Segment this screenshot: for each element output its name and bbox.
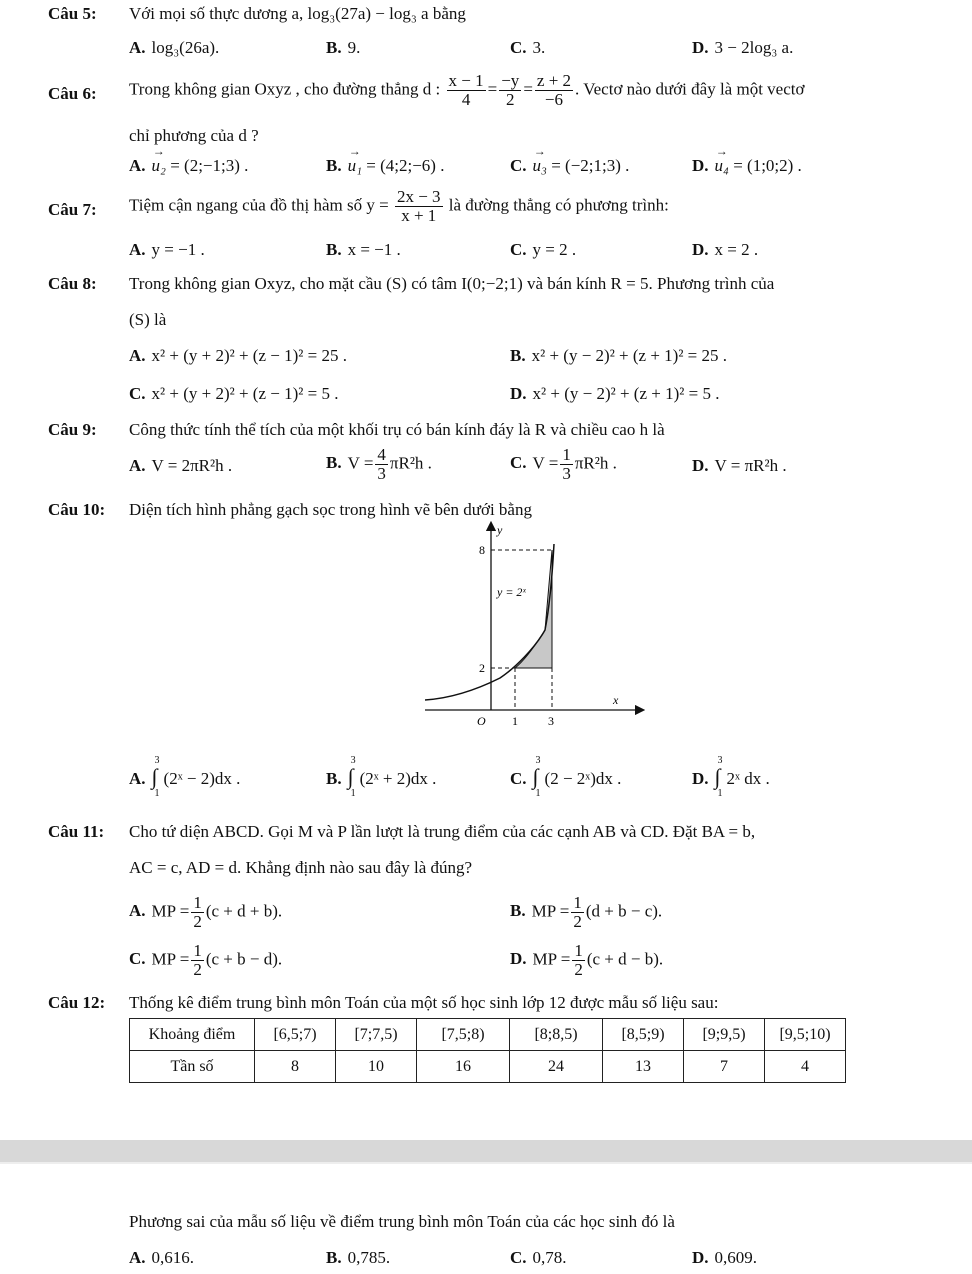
q6-text-before: Trong không gian Oxyz , cho đường thẳng d : bbox=[129, 79, 441, 99]
q7-fraction: $\frac{2x - 3}{x + 1}$ bbox=[396, 187, 441, 225]
q6-text: Trong không gian Oxyz , cho đường thẳng d : $\frac{x - 1}{4}$ = $\frac{-y}{2}$ = $\frac{z + 2}{-6}$ . Vectơ nào dưới đây là một vectơ bbox=[129, 71, 805, 109]
q7-option-d[interactable]: D. x = 2 . bbox=[692, 240, 759, 259]
q7-option-c[interactable]: C. y = 2 . bbox=[510, 240, 577, 259]
q5-text: Với mọi số thực dương a, log₃(27a) − log₃ a bằng bbox=[129, 4, 466, 23]
q8-option-c[interactable]: C. x² + (y + 2)² + (z − 1)² = 5 . bbox=[129, 384, 339, 403]
q9-label: Câu 9: bbox=[48, 420, 97, 439]
vector-u3: → u₃ bbox=[533, 156, 547, 176]
divider bbox=[0, 1162, 972, 1164]
q5-option-b[interactable] bbox=[326, 38, 360, 58]
option-letter: A. bbox=[129, 38, 146, 57]
q11-option-b[interactable]: B. MP = $\frac{1}{2}$ (d + b − c). bbox=[510, 893, 663, 931]
table-cell: [7;7,5) bbox=[336, 1019, 417, 1051]
option-letter: D. bbox=[692, 38, 709, 57]
q5-option-d[interactable] bbox=[692, 38, 793, 58]
q8-text: Trong không gian Oxyz, cho mặt cầu (S) có tâm I(0;−2;1) và bán kính R = 5. Phương trình của bbox=[129, 274, 775, 293]
vector-u4: → u₄ bbox=[715, 156, 729, 176]
table-cell: [6,5;7) bbox=[255, 1019, 336, 1051]
q6-fraction-1: $\frac{x - 1}{4}$ bbox=[448, 71, 484, 109]
q10-text: Diện tích hình phẳng gạch sọc trong hình vẽ bên dưới bằng bbox=[129, 500, 532, 519]
q6-fraction-2: $\frac{-y}{2}$ bbox=[501, 71, 520, 109]
table-cell: 24 bbox=[510, 1051, 603, 1083]
frequency-table bbox=[129, 1018, 846, 1083]
integral-sign: ∫ 3 1 bbox=[714, 755, 723, 799]
q11-text: Cho tứ diện ABCD. Gọi M và P lần lượt là trung điểm của các cạnh AB và CD. Đặt BA = b, bbox=[129, 822, 756, 841]
table-cell: 13 bbox=[603, 1051, 684, 1083]
q7-label: Câu 7: bbox=[48, 200, 97, 219]
table-cell: [9,5;10) bbox=[765, 1019, 846, 1051]
q10-graph bbox=[425, 520, 655, 735]
integral-sign: ∫ 3 1 bbox=[151, 755, 160, 799]
q12-option-a[interactable]: A. 0,616. bbox=[129, 1248, 195, 1267]
table-header-cell: Tần số bbox=[130, 1051, 255, 1083]
q10-option-a[interactable]: A. ∫ 3 1 (2ˣ − 2)dx . bbox=[129, 755, 241, 799]
q7-option-a[interactable]: A. y = −1 . bbox=[129, 240, 205, 259]
table-cell: [9;9,5) bbox=[684, 1019, 765, 1051]
q10-option-d[interactable]: D. ∫ 3 1 2ˣ dx . bbox=[692, 755, 770, 799]
curve-2-pow-x bbox=[425, 544, 554, 700]
table-cell: 8 bbox=[255, 1051, 336, 1083]
q5-option-c[interactable] bbox=[510, 38, 545, 58]
q7-option-b[interactable]: B. x = −1 . bbox=[326, 240, 401, 259]
q12-option-c[interactable]: C. 0,78. bbox=[510, 1248, 567, 1267]
q6-option-c[interactable]: C.→ u₃ = (−2;1;3) . bbox=[510, 156, 629, 176]
q8-text-line2: (S) là bbox=[129, 310, 167, 329]
q6-text-line2: chỉ phương của d ? bbox=[129, 126, 259, 145]
integral-sign: ∫ 3 1 bbox=[347, 755, 356, 799]
q12-option-d[interactable]: D. 0,609. bbox=[692, 1248, 758, 1267]
table-cell: 4 bbox=[765, 1051, 846, 1083]
option-text: 9. bbox=[347, 38, 361, 57]
q10-label: Câu 10: bbox=[48, 500, 106, 519]
table-row-frequencies bbox=[130, 1051, 846, 1083]
q12-question: Phương sai của mẫu số liệu về điểm trung bình môn Toán của các học sinh đó là bbox=[129, 1212, 675, 1231]
vector-u2: → u₂ bbox=[152, 156, 166, 176]
table-cell: 10 bbox=[336, 1051, 417, 1083]
integral-sign: ∫ 3 1 bbox=[532, 755, 541, 799]
q9-option-d[interactable]: D. V = πR²h . bbox=[692, 456, 787, 475]
option-text: 3. bbox=[532, 38, 546, 57]
page-break-gap bbox=[0, 1140, 972, 1162]
q6-fraction-3: $\frac{z + 2}{-6}$ bbox=[536, 71, 572, 109]
table-row-intervals bbox=[130, 1019, 846, 1051]
q10-option-b[interactable]: B. ∫ 3 1 (2ˣ + 2)dx . bbox=[326, 755, 437, 799]
tick-1: 1 bbox=[512, 714, 518, 728]
tick-3: 3 bbox=[548, 714, 554, 728]
q8-label: Câu 8: bbox=[48, 274, 97, 293]
q5-label: Câu 5: bbox=[48, 4, 97, 23]
table-cell: [8;8,5) bbox=[510, 1019, 603, 1051]
tick-2: 2 bbox=[479, 661, 485, 675]
table-header-cell: Khoảng điểm bbox=[130, 1019, 255, 1051]
q12-option-b[interactable]: B. 0,785. bbox=[326, 1248, 391, 1267]
q11-text-line2: AC = c, AD = d. Khẳng định nào sau đây là đúng? bbox=[129, 858, 473, 877]
q11-label: Câu 11: bbox=[48, 822, 105, 841]
q11-option-a[interactable]: A. MP = $\frac{1}{2}$ (c + d + b). bbox=[129, 893, 283, 931]
q5-option-a[interactable] bbox=[129, 38, 219, 58]
q6-label: Câu 6: bbox=[48, 84, 97, 103]
table-cell: [8,5;9) bbox=[603, 1019, 684, 1051]
tick-8: 8 bbox=[479, 543, 485, 557]
origin-label: O bbox=[477, 714, 486, 728]
q11-option-d[interactable]: D. MP = $\frac{1}{2}$ (c + d − b). bbox=[510, 941, 664, 979]
curve-label: y = 2ˣ bbox=[497, 585, 526, 599]
q6-option-a[interactable]: A.→ u₂ = (2;−1;3) . bbox=[129, 156, 248, 176]
option-letter: C. bbox=[510, 38, 527, 57]
option-text: log₃(26a). bbox=[151, 38, 220, 57]
q12-text: Thống kê điểm trung bình môn Toán của một số học sinh lớp 12 được mẫu số liệu sau: bbox=[129, 993, 719, 1012]
q9-text: Công thức tính thể tích của một khối trụ có bán kính đáy là R và chiều cao h là bbox=[129, 420, 665, 439]
q9-option-b[interactable]: B. V = $\frac{4}{3}$ πR²h . bbox=[326, 445, 432, 483]
table-cell: 16 bbox=[417, 1051, 510, 1083]
q10-option-c[interactable]: C. ∫ 3 1 (2 − 2ˣ)dx . bbox=[510, 755, 622, 799]
q8-option-a[interactable]: A. x² + (y + 2)² + (z − 1)² = 25 . bbox=[129, 346, 347, 365]
shaded-region bbox=[515, 550, 552, 668]
q12-label: Câu 12: bbox=[48, 993, 106, 1012]
vector-u1: → u₁ bbox=[348, 156, 362, 176]
q6-text-after: . Vectơ nào dưới đây là một vectơ bbox=[575, 79, 805, 99]
table-cell: [7,5;8) bbox=[417, 1019, 510, 1051]
x-axis-label: x bbox=[613, 693, 619, 707]
q8-option-d[interactable]: D. x² + (y − 2)² + (z + 1)² = 5 . bbox=[510, 384, 720, 403]
q8-option-b[interactable]: B. x² + (y − 2)² + (z + 1)² = 25 . bbox=[510, 346, 728, 365]
y-axis-label: y bbox=[497, 523, 503, 537]
q9-option-a[interactable]: A. V = 2πR²h . bbox=[129, 456, 233, 475]
table-cell: 7 bbox=[684, 1051, 765, 1083]
q6-option-b[interactable]: B.→ u₁ = (4;2;−6) . bbox=[326, 156, 444, 176]
option-letter: B. bbox=[326, 38, 342, 57]
q9-option-c[interactable]: C. V = $\frac{1}{3}$ πR²h . bbox=[510, 445, 617, 483]
q11-option-c[interactable]: C. MP = $\frac{1}{2}$ (c + b − d). bbox=[129, 941, 283, 979]
q6-option-d[interactable]: D.→ u₄ = (1;0;2) . bbox=[692, 156, 802, 176]
q7-text: Tiệm cận ngang của đồ thị hàm số y = $\frac{2x - 3}{x + 1}$ là đường thẳng có phương trình: bbox=[129, 187, 669, 225]
option-text: 3 − 2log₃ a. bbox=[714, 38, 794, 57]
